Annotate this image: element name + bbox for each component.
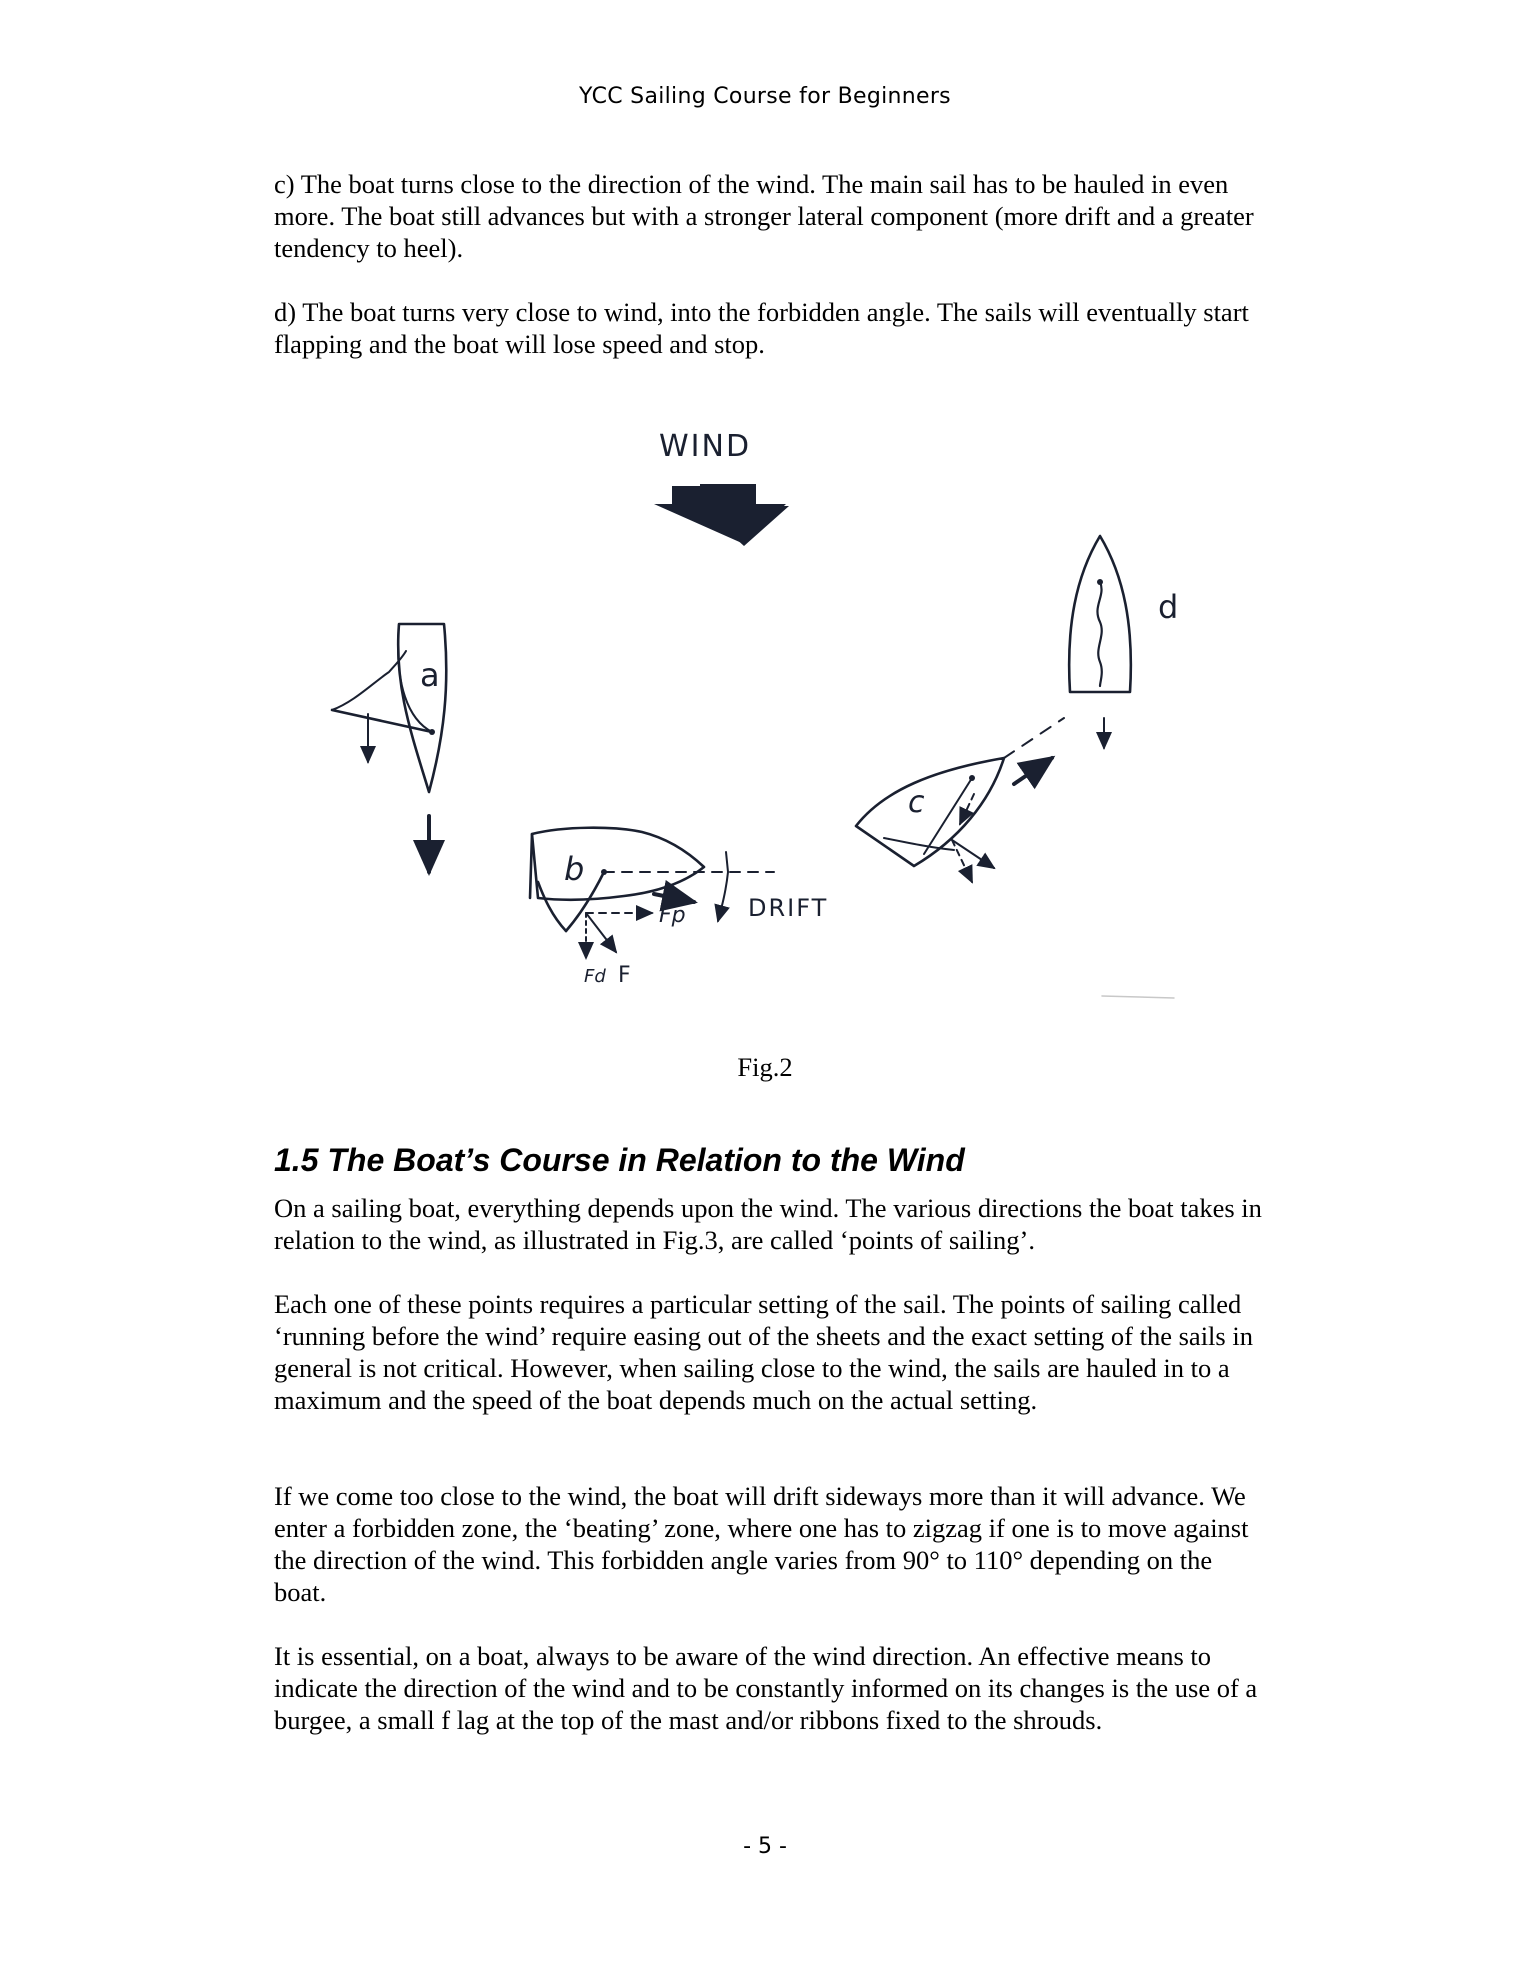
boat-b	[530, 828, 828, 988]
boat-d	[1069, 536, 1178, 748]
section-title: 1.5 The Boat’s Course in Relation to the Wind	[274, 1142, 965, 1178]
body-paragraph: On a sailing boat, everything depends upon the wind. The various directions the boat takes in relation to the wind, as illustrated in Fig.3, are called ‘points of sailing’.	[274, 1193, 1262, 1255]
fp-label: Fp	[659, 903, 686, 928]
drift-label: DRIFT	[748, 894, 829, 922]
boat-a	[332, 624, 446, 872]
fd-label: Fd	[584, 966, 606, 987]
figure-2	[274, 386, 1274, 1046]
running-header: YCC Sailing Course for Beginners	[579, 84, 951, 109]
boat-c	[856, 718, 1064, 882]
page-number: - 5 -	[743, 1834, 787, 1859]
figure-caption: Fig.2	[737, 1052, 793, 1082]
boat-c-label: c	[908, 785, 925, 820]
paragraph-d: d) The boat turns very close to wind, into the forbidden angle. The sails will eventually start flapping and the boat will lose speed and stop.	[274, 297, 1249, 359]
boat-a-label: a	[420, 656, 440, 694]
body-paragraph: If we come too close to the wind, the boat will drift sideways more than it will advance. We enter a forbidden zone, the ‘beating’ zone, where one has to zigzag if one is to move against the direction of the wind. This forbidden angle varies from 90° to 110° depending on the boat.	[274, 1481, 1249, 1607]
sailing-diagram	[274, 386, 1274, 1046]
boat-d-label: d	[1158, 588, 1179, 626]
body-paragraph: Each one of these points requires a particular setting of the sail. The points of sailing called ‘running before the wind’ require easing out of the sheets and the exact setting of the sails in general is not critical. However, when sailing close to the wind, the sails are hauled in to a maximum and the speed of the boat depends much on the actual setting.	[274, 1289, 1253, 1415]
wind-label: WIND	[659, 429, 752, 464]
body-paragraph: It is essential, on a boat, always to be aware of the wind direction. An effective means to indicate the direction of the wind and to be constantly informed on its changes is the use of a burgee, a small f lag at the top of the mast and/or ribbons fixed to the shrouds.	[274, 1641, 1258, 1735]
f-label: F	[618, 963, 631, 988]
paragraph-c: c) The boat turns close to the direction of the wind. The main sail has to be hauled in even more. The boat still advances but with a stronger lateral component (more drift and a greater tendency to heel).	[274, 169, 1254, 263]
boat-b-label: b	[564, 850, 585, 888]
